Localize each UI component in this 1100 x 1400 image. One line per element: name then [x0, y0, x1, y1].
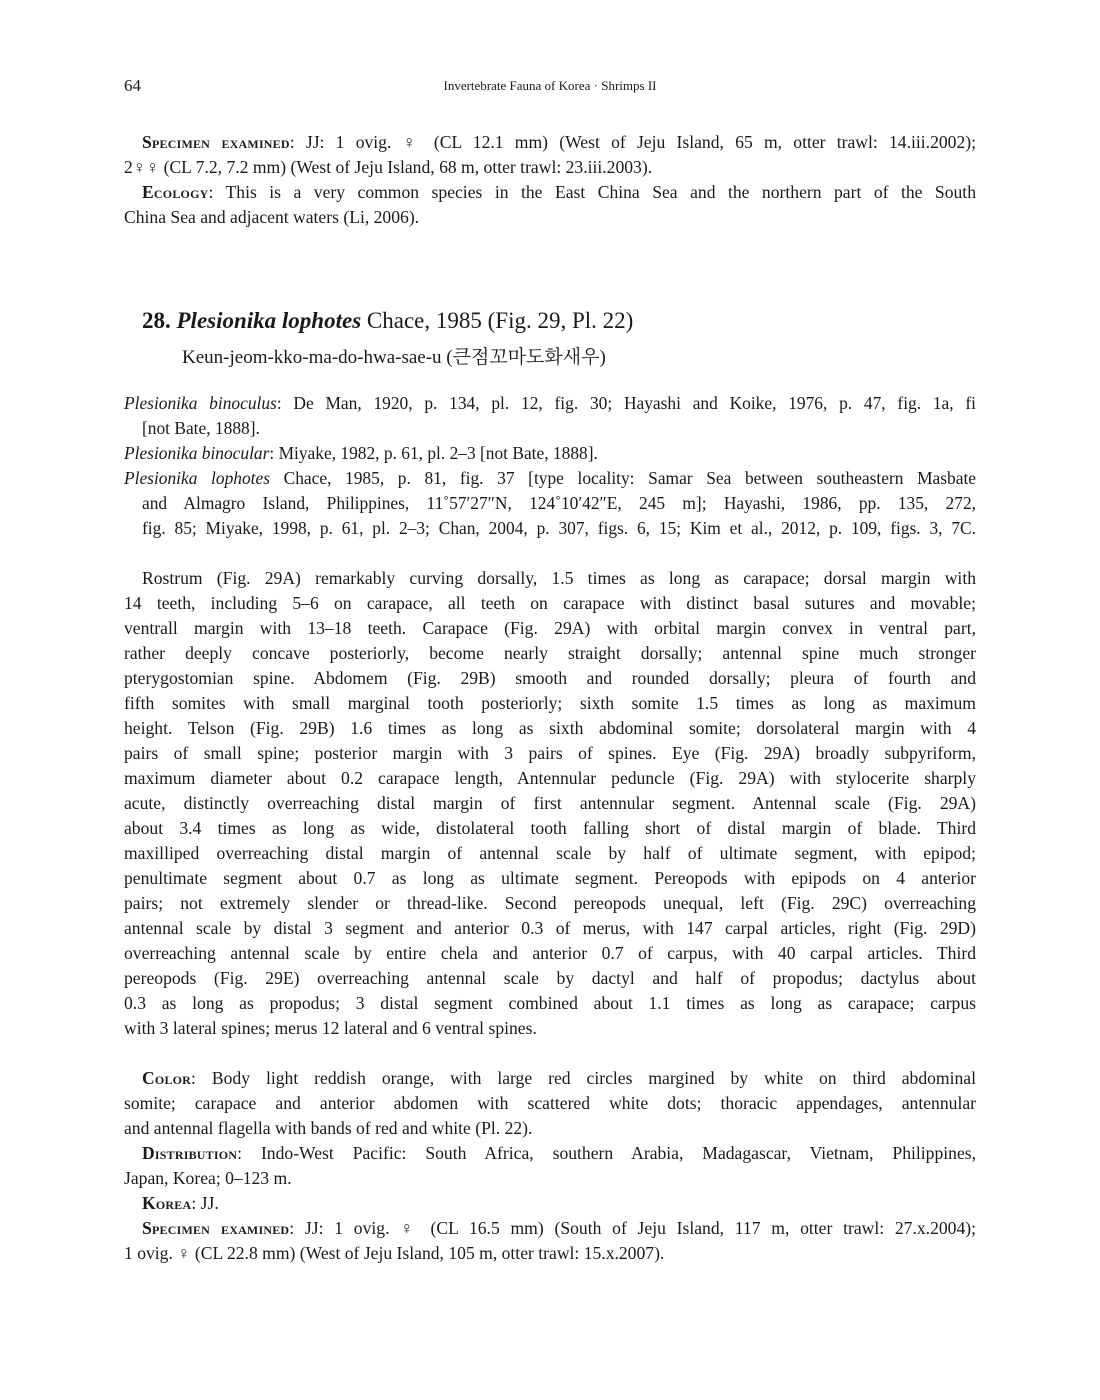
distribution-label: Distribution	[142, 1143, 238, 1163]
description-line: penultimate segment about 0.7 as long as ultimate segment. Pereopods with epipods on 4 anterior	[124, 868, 976, 888]
distribution-line-1: Distribution: Indo-West Pacific: South Africa, southern Arabia, Madagascar, Vietnam, Philippines,	[142, 1143, 976, 1163]
korean-common-name: Keun-jeom-kko-ma-do-hwa-sae-u (큰점꼬마도화새우)	[182, 347, 606, 368]
specimen-label: Specimen examined	[142, 132, 290, 152]
ecology-label: Ecology	[142, 182, 209, 202]
description-line: pairs; not extremely slender or thread-like. Second pereopods unequal, left (Fig. 29C) overreaching	[124, 893, 976, 913]
synonymy-list	[124, 391, 976, 541]
description-line: pairs of small spine; posterior margin with 3 pairs of spines. Eye (Fig. 29A) broadly subpyriform,	[124, 743, 976, 763]
distribution-line-2: Japan, Korea; 0–123 m.	[124, 1168, 292, 1188]
color-label: Color	[142, 1068, 192, 1088]
synonym-2-line-1: Plesionika binocular: Miyake, 1982, p. 61, pl. 2–3 [not Bate, 1888].	[124, 443, 598, 463]
description-line: 14 teeth, including 5–6 on carapace, all teeth on carapace with distinct basal sutures and movable;	[124, 593, 976, 613]
synonym-3-line-1: Plesionika lophotes Chace, 1985, p. 81, fig. 37 [type locality: Samar Sea between southeastern Masbate	[124, 468, 976, 488]
korea-line: Korea: JJ.	[142, 1193, 219, 1213]
synonym-1-line-1: Plesionika binoculus: De Man, 1920, p. 134, pl. 12, fig. 30; Hayashi and Koike, 1976, p. 47, fig. 1a, fi	[124, 393, 976, 413]
color-line-3: and antennal flagella with bands of red and white (Pl. 22).	[124, 1118, 533, 1138]
description-line: pterygostomian spine. Abdomem (Fig. 29B) smooth and rounded dorsally; pleura of fourth and	[124, 668, 976, 688]
color-line-1: Color: Body light reddish orange, with large red circles margined by white on third abdominal	[142, 1068, 976, 1088]
description-line: with 3 lateral spines; merus 12 lateral and 6 ventral spines.	[124, 1018, 537, 1038]
running-header	[124, 76, 976, 96]
species-number: 28.	[142, 308, 171, 333]
top-section	[124, 130, 976, 230]
bottom-specimen-line-1: Specimen examined: JJ: 1 ovig. ♀ (CL 16.5 mm) (South of Jeju Island, 117 m, otter trawl: 27.x.2004);	[142, 1218, 976, 1238]
top-specimen-line-2: 2♀♀ (CL 7.2, 7.2 mm) (West of Jeju Island, 68 m, otter trawl: 23.iii.2003).	[124, 157, 653, 177]
description-line: ventrall margin with 13–18 teeth. Carapace (Fig. 29A) with orbital margin convex in ventral part,	[124, 618, 976, 638]
species-heading	[142, 308, 633, 334]
description-line: Rostrum (Fig. 29A) remarkably curving dorsally, 1.5 times as long as carapace; dorsal margin with	[142, 568, 976, 588]
description-line: pereopods (Fig. 29E) overreaching antennal scale by dactyl and half of propodus; dactylus about	[124, 968, 976, 988]
description-line: antennal scale by distal 3 segment and anterior 0.3 of merus, with 147 carpal articles, right (Fig. 29D)	[124, 918, 976, 938]
synonym-1-line-2: [not Bate, 1888].	[142, 418, 260, 438]
running-title: Invertebrate Fauna of Korea · Shrimps II	[443, 78, 657, 93]
description-line: 0.3 as long as propodus; 3 distal segment combined about 1.1 times as long as carapace; carpus	[124, 993, 976, 1013]
species-name: Plesionika lophotes	[176, 308, 362, 333]
description-line: about 3.4 times as long as wide, distolateral tooth falling short of distal margin of blade. Third	[124, 818, 976, 838]
species-authority: Chace, 1985 (Fig. 29, Pl. 22)	[361, 308, 634, 333]
top-specimen-line-1: Specimen examined: JJ: 1 ovig. ♀ (CL 12.1 mm) (West of Jeju Island, 65 m, otter trawl: 14.iii.2002);	[142, 132, 976, 152]
synonym-3-line-2: and Almagro Island, Philippines, 11˚57′27″N, 124˚10′42″E, 245 m]; Hayashi, 1986, pp. 135, 272,	[142, 493, 976, 513]
description-line: rather deeply concave posteriorly, become nearly straight dorsally; antennal spine much stronger	[124, 643, 976, 663]
bottom-specimen-line-2: 1 ovig. ♀ (CL 22.8 mm) (West of Jeju Island, 105 m, otter trawl: 15.x.2007).	[124, 1243, 665, 1263]
description-line: maximum diameter about 0.2 carapace length, Antennular peduncle (Fig. 29A) with stylocerite sharply	[124, 768, 976, 788]
description-line: fifth somites with small marginal tooth posteriorly; sixth somite 1.5 times as long as maximum	[124, 693, 976, 713]
description-line: height. Telson (Fig. 29B) 1.6 times as long as sixth abdominal somite; dorsolateral margin with 4	[124, 718, 976, 738]
description-line: maxilliped overreaching distal margin of antennal scale by half of ultimate segment, with epipod;	[124, 843, 976, 863]
description-line: acute, distinctly overreaching distal margin of first antennular segment. Antennal scale (Fig. 29A)	[124, 793, 976, 813]
color-line-2: somite; carapace and anterior abdomen with scattered white dots; thoracic appendages, antennular	[124, 1093, 976, 1113]
description-paragraph	[124, 566, 976, 1041]
ecology-line-2: China Sea and adjacent waters (Li, 2006).	[124, 207, 420, 227]
ecology-line-1: Ecology: This is a very common species in the East China Sea and the northern part of the South	[142, 182, 976, 202]
page-number: 64	[124, 76, 141, 95]
description-line: overreaching antennal scale by entire chela and anterior 0.7 of carpus, with 40 carpal articles. Third	[124, 943, 976, 963]
specimen-label-2: Specimen examined	[142, 1218, 290, 1238]
bottom-section	[124, 1066, 976, 1266]
korea-label: Korea	[142, 1193, 192, 1213]
synonym-3-line-3: fig. 85; Miyake, 1998, p. 61, pl. 2–3; Chan, 2004, p. 307, figs. 6, 15; Kim et al., 2012, p. 109, figs. 3, 7C.	[142, 518, 976, 538]
